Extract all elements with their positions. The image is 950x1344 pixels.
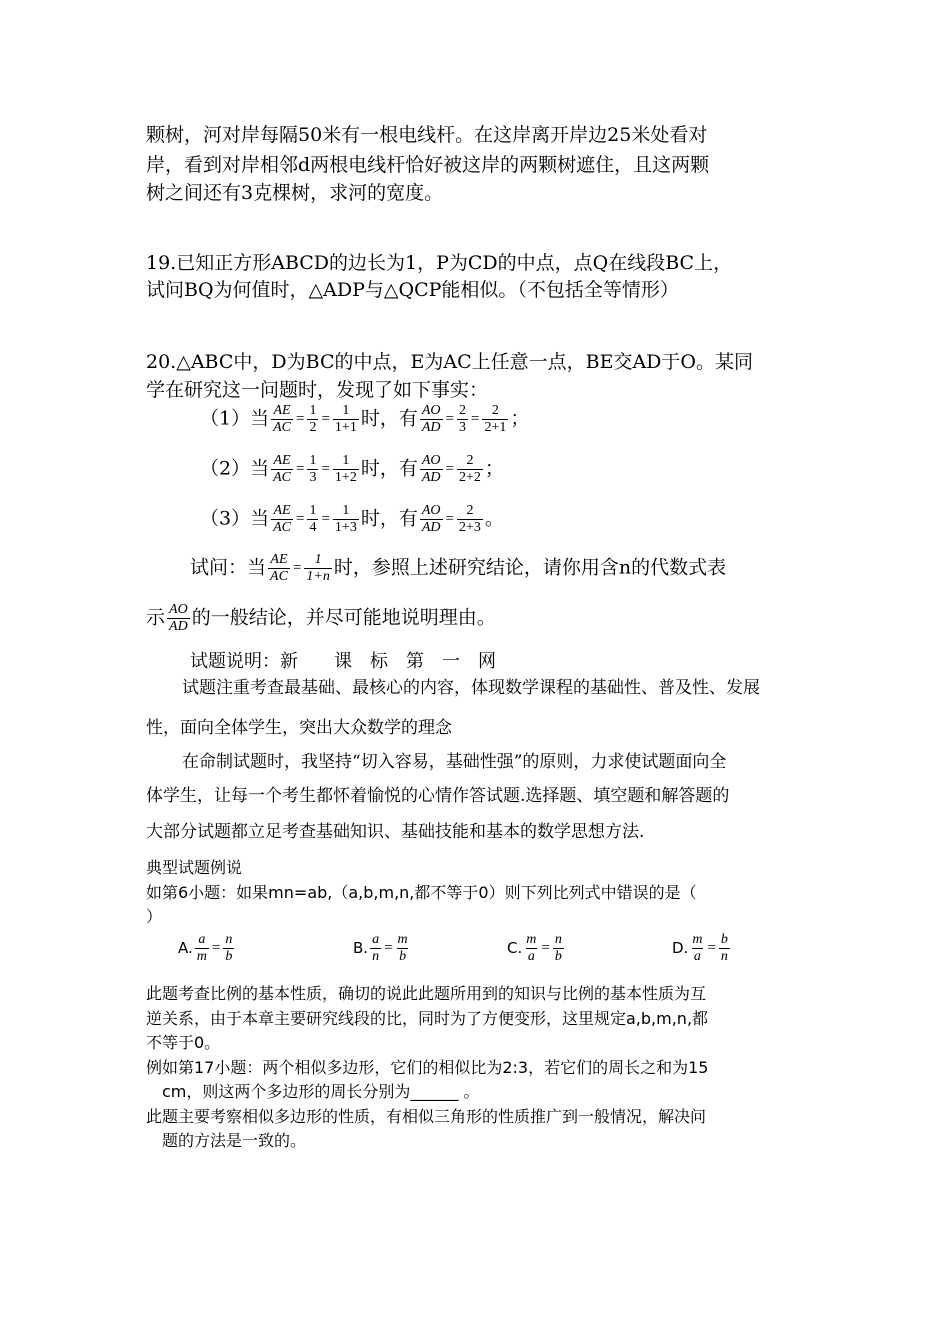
q6-line-2: ） — [146, 907, 163, 926]
q18-line-3: 树之间还有3克棵树，求河的宽度。 — [146, 182, 444, 204]
q20-question: 试问：当 $\frac{AE}{AC}$ = $\frac{1}{1+n}$ 时，参照上述研究结论，请你用含n的代数式表 — [190, 552, 727, 584]
q17-comment-line-1: 此题主要考察相似多边形的性质，有相似三角形的性质推广到一般情况，解决问 — [146, 1107, 707, 1126]
q20-line-1: 20.△ABC中，D为BC的中点，E为AC上任意一点，BE交AD于O。某同 — [146, 351, 753, 373]
explain-p2-line-3: 大部分试题都立足考查基础知识、基础技能和基本的数学思想方法. — [146, 822, 645, 842]
q17-line-1: 例如第17小题：两个相似多边形，它们的相似比为2:3，若它们的周长之和为15 — [146, 1058, 709, 1077]
q20-conclusion: 示 $\frac{AO}{AD}$ 的一般结论，并尽可能地说明理由。 — [146, 602, 496, 634]
q17-line-2: cm，则这两个多边形的周长分别为______ 。 — [162, 1082, 480, 1101]
explain-p1-line-1: 试题注重考查最基础、最核心的内容，体现数学课程的基础性、普及性、发展 — [182, 678, 760, 698]
q19-line-1: 19.已知正方形ABCD的边长为1，P为CD的中点，点Q在线段BC上， — [146, 252, 733, 274]
q17-comment-line-2: 题的方法是一致的。 — [162, 1131, 307, 1150]
q18-line-1: 颗树，河对岸每隔50米有一根电线杆。在这岸离开岸边25米处看对 — [146, 124, 708, 146]
q20-line-2: 学在研究这一问题时，发现了如下事实： — [146, 379, 489, 401]
examples-title: 典型试题例说 — [146, 858, 243, 877]
option-a: A. $\frac{a}{m}$ = $\frac{n}{b}$ — [178, 932, 233, 964]
q6-comment-line-1: 此题考查比例的基本性质，确切的说此此题所用到的知识与比例的基本性质为互 — [146, 984, 707, 1003]
q6-comment-line-2: 逆关系，由于本章主要研究线段的比，同时为了方便变形，这里规定a,b,m,n,都 — [146, 1009, 709, 1028]
q18-line-2: 岸，看到对岸相邻d两根电线杆恰好被这岸的两颗树遮住，且这两颗 — [146, 154, 710, 176]
q20-case-2: （2）当 $\frac{AE}{AC}$ = $\frac{1}{3}$ = $\frac{1}{1+2}$ 时，有 $\frac{AO}{AD}$ = $\frac{2}{2+2}$ ； — [200, 453, 504, 485]
q20-case-3: （3）当 $\frac{AE}{AC}$ = $\frac{1}{4}$ = $\frac{1}{1+3}$ 时，有 $\frac{AO}{AD}$ = $\frac{2}{2+3}$ 。 — [200, 503, 504, 535]
explain-heading: 试题说明：新 课 标 第 一 网 — [190, 651, 496, 672]
q6-comment-line-3: 不等于0。 — [146, 1033, 221, 1052]
explain-p1-line-2: 性，面向全体学生，突出大众数学的理念 — [146, 718, 452, 738]
q6-line-1: 如第6小题：如果mn=ab,（a,b,m,n,都不等于0）则下列比列式中错误的是（ — [146, 883, 697, 902]
q20-case-1: （1）当 $\frac{AE}{AC}$ = $\frac{1}{2}$ = $\frac{1}{1+1}$ 时，有 $\frac{AO}{AD}$ = $\frac{2}{3}$ = $\frac{2}{2+1}$ ； — [200, 403, 530, 435]
option-d: D. $\frac{m}{a}$ = $\frac{b}{n}$ — [672, 932, 728, 964]
option-c: C. $\frac{m}{a}$ = $\frac{n}{b}$ — [507, 932, 562, 964]
q19-line-2: 试问BQ为何值时，△ADP与△QCP能相似。（不包括全等情形） — [146, 279, 679, 301]
explain-p2-line-1: 在命制试题时，我坚持“切入容易，基础性强”的原则，力求使试题面向全 — [182, 752, 727, 772]
explain-p2-line-2: 体学生，让每一个考生都怀着愉悦的心情作答试题.选择题、填空题和解答题的 — [146, 786, 730, 806]
option-b: B. $\frac{a}{n}$ = $\frac{m}{b}$ — [353, 932, 408, 964]
